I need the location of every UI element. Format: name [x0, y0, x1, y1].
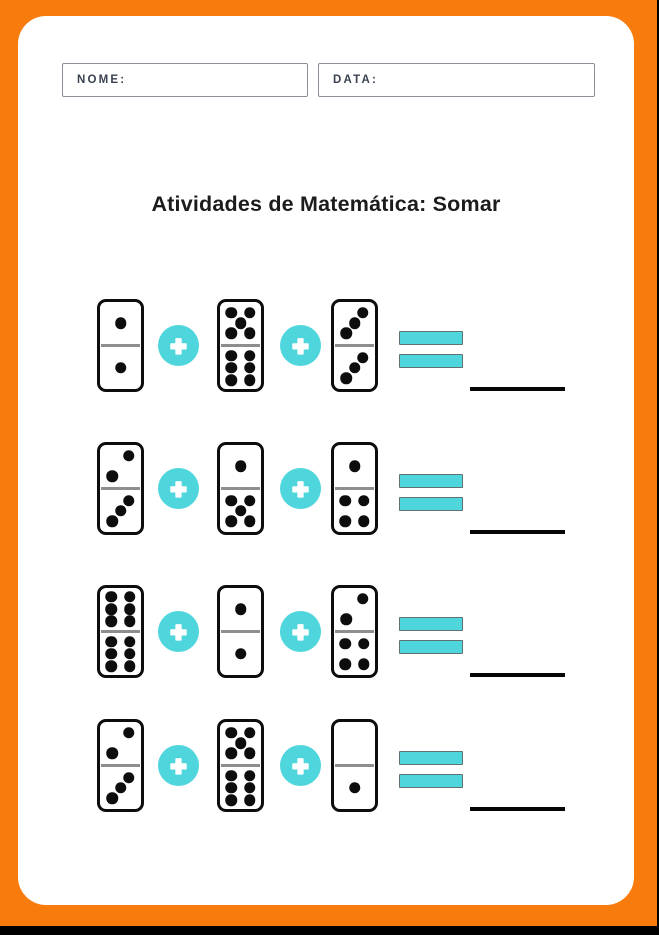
- equals-bar: [399, 617, 463, 631]
- domino-pip: [226, 328, 238, 340]
- domino-pip: [244, 782, 256, 794]
- domino-pip: [124, 648, 136, 660]
- plus-icon: [280, 325, 321, 366]
- plus-icon: [280, 611, 321, 652]
- domino-pip: [357, 352, 369, 364]
- domino-top-half: [100, 722, 141, 764]
- domino-pip: [357, 307, 369, 319]
- domino-pip: [341, 614, 353, 626]
- domino-pip: [226, 770, 238, 782]
- domino-top-half: [334, 302, 375, 344]
- domino-pip: [115, 362, 127, 374]
- worksheet-page: [18, 16, 634, 905]
- equals-bar: [399, 474, 463, 488]
- domino-pip: [106, 616, 118, 628]
- domino-pip: [358, 515, 370, 527]
- domino-pip: [106, 636, 118, 648]
- name-field[interactable]: [62, 63, 308, 97]
- domino-pip: [226, 362, 238, 374]
- domino: [97, 299, 144, 392]
- answer-blank[interactable]: [470, 807, 565, 811]
- domino-pip: [244, 770, 256, 782]
- domino-pip: [106, 603, 118, 615]
- plus-icon: [158, 745, 199, 786]
- answer-blank[interactable]: [470, 387, 565, 391]
- domino-pip: [124, 616, 136, 628]
- domino-pip: [340, 658, 352, 670]
- domino-pip: [115, 782, 127, 794]
- domino-pip: [244, 495, 256, 507]
- domino-bottom-half: [334, 490, 375, 532]
- problem-row: [18, 442, 634, 537]
- domino-pip: [123, 727, 135, 739]
- domino-pip: [124, 603, 136, 615]
- domino-pip: [244, 727, 256, 739]
- domino-top-half: [100, 588, 141, 630]
- date-field[interactable]: [318, 63, 595, 97]
- plus-icon: [158, 468, 199, 509]
- domino-bottom-half: [220, 633, 261, 675]
- domino-top-half: [334, 445, 375, 487]
- equals-icon: [399, 617, 463, 654]
- domino: [331, 299, 378, 392]
- domino-pip: [226, 307, 238, 319]
- domino-pip: [226, 794, 238, 806]
- date-field-label: DATA:: [333, 74, 379, 86]
- domino-pip: [358, 495, 370, 507]
- problem-row: [18, 585, 634, 680]
- domino-pip: [341, 372, 353, 384]
- domino-pip: [349, 362, 361, 374]
- domino-pip: [358, 658, 370, 670]
- domino-pip: [226, 374, 238, 386]
- domino-pip: [226, 495, 238, 507]
- domino-pip: [244, 515, 256, 527]
- domino-pip: [244, 328, 256, 340]
- domino-pip: [226, 515, 238, 527]
- domino-pip: [349, 317, 361, 329]
- plus-icon: [280, 468, 321, 509]
- equals-icon: [399, 474, 463, 511]
- domino-pip: [115, 317, 127, 329]
- domino-top-half: [100, 445, 141, 487]
- domino-pip: [226, 748, 238, 760]
- problem-row: [18, 299, 634, 394]
- domino-pip: [106, 591, 118, 603]
- domino-pip: [235, 648, 247, 660]
- domino-pip: [124, 591, 136, 603]
- domino-top-half: [220, 722, 261, 764]
- problem-row: [18, 719, 634, 814]
- plus-icon: [280, 745, 321, 786]
- equals-bar: [399, 774, 463, 788]
- domino-pip: [341, 328, 353, 340]
- domino-pip: [357, 593, 369, 605]
- answer-blank[interactable]: [470, 673, 565, 677]
- domino: [97, 719, 144, 812]
- equals-bar: [399, 497, 463, 511]
- domino-pip: [107, 748, 119, 760]
- domino-bottom-half: [334, 633, 375, 675]
- equals-bar: [399, 331, 463, 345]
- domino-pip: [124, 660, 136, 672]
- domino-pip: [340, 495, 352, 507]
- domino-bottom-half: [220, 490, 261, 532]
- domino-pip: [235, 317, 247, 329]
- equals-bar: [399, 640, 463, 654]
- domino-bottom-half: [334, 767, 375, 809]
- domino-bottom-half: [100, 767, 141, 809]
- domino-top-half: [220, 302, 261, 344]
- domino: [331, 719, 378, 812]
- equals-icon: [399, 751, 463, 788]
- domino-pip: [358, 638, 370, 650]
- domino-pip: [123, 450, 135, 462]
- domino-top-half: [100, 302, 141, 344]
- domino-pip: [226, 350, 238, 362]
- domino-top-half: [334, 588, 375, 630]
- domino-pip: [235, 505, 247, 517]
- domino-pip: [235, 460, 247, 472]
- plus-icon: [158, 611, 199, 652]
- domino-pip: [123, 495, 135, 507]
- domino-pip: [235, 603, 247, 615]
- domino-pip: [107, 515, 119, 527]
- domino-top-half: [334, 722, 375, 764]
- domino: [217, 585, 264, 678]
- domino-bottom-half: [220, 767, 261, 809]
- domino-pip: [226, 782, 238, 794]
- domino-pip: [244, 794, 256, 806]
- domino-pip: [244, 350, 256, 362]
- domino-pip: [244, 374, 256, 386]
- domino-pip: [123, 772, 135, 784]
- domino-pip: [340, 515, 352, 527]
- domino-pip: [107, 471, 119, 483]
- domino-bottom-half: [100, 490, 141, 532]
- domino-top-half: [220, 588, 261, 630]
- domino-pip: [349, 782, 361, 794]
- domino: [97, 585, 144, 678]
- domino-pip: [235, 737, 247, 749]
- domino: [97, 442, 144, 535]
- domino-bottom-half: [334, 347, 375, 389]
- worksheet-title: Atividades de Matemática: Somar: [151, 192, 501, 216]
- domino: [331, 585, 378, 678]
- domino-pip: [115, 505, 127, 517]
- equals-bar: [399, 751, 463, 765]
- domino-pip: [124, 636, 136, 648]
- domino-pip: [244, 748, 256, 760]
- answer-blank[interactable]: [470, 530, 565, 534]
- domino-top-half: [220, 445, 261, 487]
- domino-bottom-half: [220, 347, 261, 389]
- equals-icon: [399, 331, 463, 368]
- domino-pip: [340, 638, 352, 650]
- name-field-label: NOME:: [77, 74, 127, 86]
- equals-bar: [399, 354, 463, 368]
- domino: [217, 299, 264, 392]
- domino-pip: [244, 307, 256, 319]
- domino-pip: [349, 460, 361, 472]
- domino-pip: [244, 362, 256, 374]
- domino-pip: [226, 727, 238, 739]
- domino: [331, 442, 378, 535]
- plus-icon: [158, 325, 199, 366]
- domino-pip: [106, 648, 118, 660]
- domino: [217, 442, 264, 535]
- domino-bottom-half: [100, 347, 141, 389]
- domino: [217, 719, 264, 812]
- domino-pip: [106, 660, 118, 672]
- domino-pip: [107, 792, 119, 804]
- domino-bottom-half: [100, 633, 141, 675]
